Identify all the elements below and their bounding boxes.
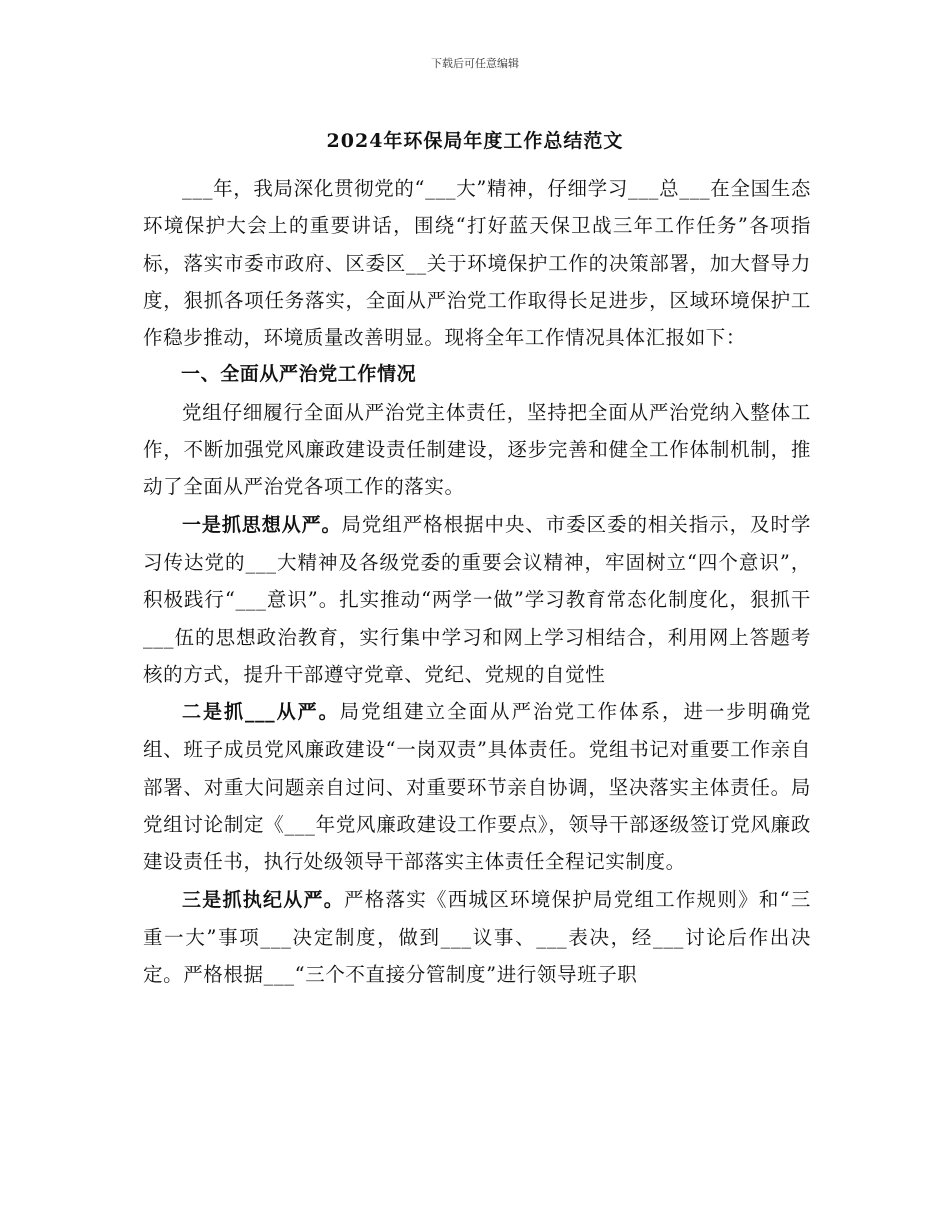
document-body xyxy=(143,170,811,994)
item-paragraph-3 xyxy=(143,881,811,994)
item-paragraph-1 xyxy=(143,506,811,693)
item-lead-1: 一是抓思想从严。 xyxy=(182,513,342,536)
item-lead-3: 三是抓执纪从严。 xyxy=(182,888,344,911)
item-paragraph-2 xyxy=(143,693,811,880)
item-lead-2: 二是抓___从严。 xyxy=(182,701,340,724)
item-text-3: 严格落实《西城区环境保护局党组工作规则》和“三重一大”事项___决定制度，做到___议事、___表决，经___讨论后作出决定。严格根据___“三个不直接分管制度”进行领导班子职 xyxy=(143,887,811,987)
section-intro-paragraph: 党组仔细履行全面从严治党主体责任，坚持把全面从严治党纳入整体工作，不断加强党风廉政建设责任制建设，逐步完善和健全工作体制机制，推动了全面从严治党各项工作的落实。 xyxy=(143,400,811,499)
page-header-note: 下载后可任意编辑 xyxy=(431,57,519,70)
item-text-1: 局党组严格根据中央、市委区委的相关指示，及时学习传达党的___大精神及各级党委的重要会议精神，牢固树立“四个意识”，积极践行“___意识”。扎实推动“两学一做”学习教育常态化制度化，狠抓干___伍的思想政治教育，实行集中学习和网上学习相结合，利用网上答题考核的方式，提升干部遵守党章、党纪、党规的自觉性 xyxy=(143,512,811,686)
item-text-2: 局党组建立全面从严治党工作体系，进一步明确党组、班子成员党风廉政建设“一岗双责”具体责任。党组书记对重要工作亲自部署、对重大问题亲自过问、对重要环节亲自协调，坚决落实主体责任。局党组讨论制定《___年党风廉政建设工作要点》，领导干部逐级签订党风廉政建设责任书，执行处级领导干部落实主体责任全程记实制度。 xyxy=(143,700,811,874)
document-title: 2024年环保局年度工作总结范文 xyxy=(326,130,624,152)
section-heading: 一、全面从严治党工作情况 xyxy=(181,363,417,386)
intro-paragraph: ___年，我局深化贯彻党的“___大”精神，仔细学习___总___在全国生态环境保护大会上的重要讲话，围绕“打好蓝天保卫战三年工作任务”各项指标，落实市委市政府、区委区__关于环境保护工作的决策部署，加大督导力度，狠抓各项任务落实，全面从严治党工作取得长足进步，区域环境保护工作稳步推动，环境质量改善明显。现将全年工作情况具体汇报如下： xyxy=(143,177,811,350)
